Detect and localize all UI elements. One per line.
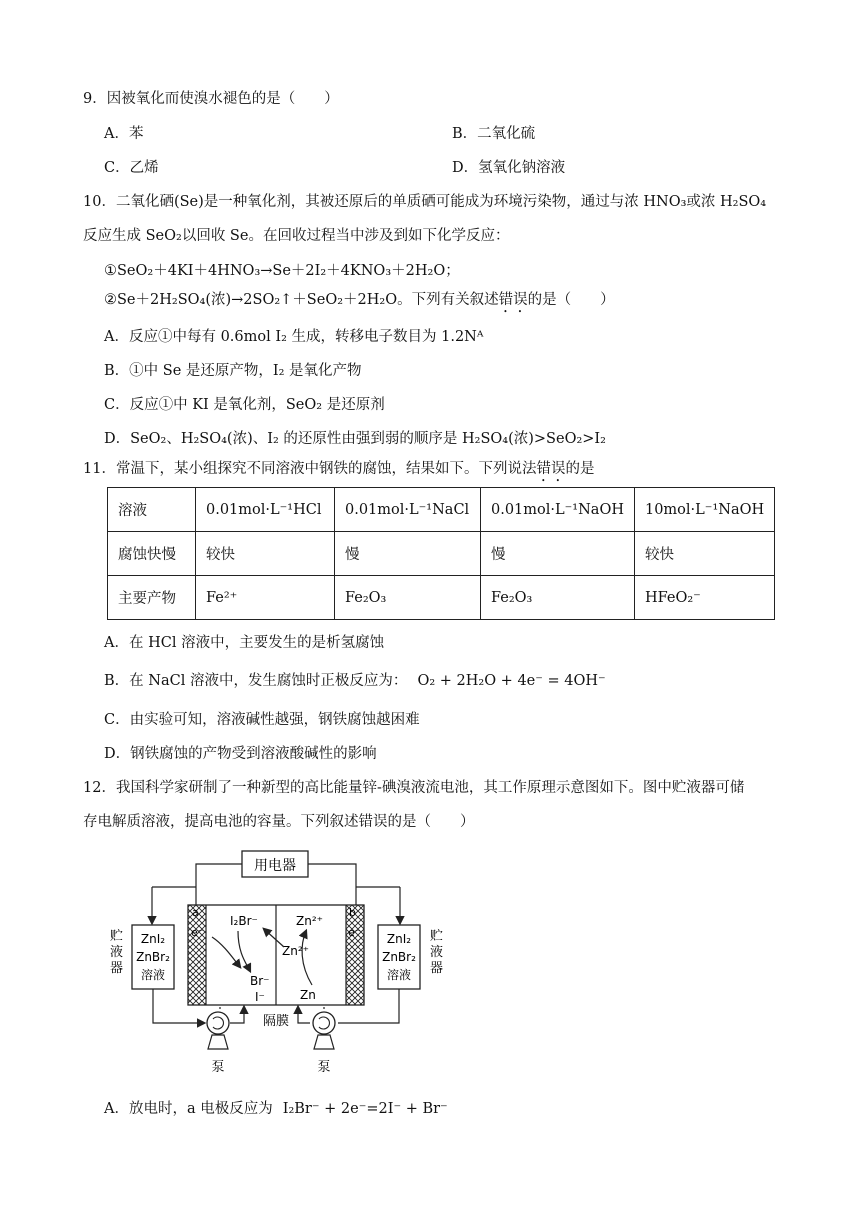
- electrode-b-label: b: [349, 906, 356, 919]
- q9-option-d: D．氢氧化钠溶液: [452, 160, 566, 176]
- q11-option-c: C．由实验可知，溶液碱性越强，钢铁腐蚀越困难: [104, 712, 420, 728]
- q11-option-a: A．在 HCl 溶液中，主要发生的是析氢腐蚀: [104, 635, 385, 651]
- q9-stem: 9．因被氧化而使溴水褪色的是（ ）: [83, 91, 339, 107]
- table-row: [108, 488, 775, 532]
- q10-option-d: D．SeO₂、H₂SO₄(浓)、I₂ 的还原性由强到弱的顺序是 H₂SO₄(浓)>SeO₂>I₂: [104, 431, 606, 447]
- right-pump-icon: [313, 1012, 335, 1034]
- q10-stem-line2: 反应生成 SeO₂以回收 Se。在回收过程当中涉及到如下化学反应：: [83, 228, 510, 244]
- zn2-top-label: Zn²⁺: [296, 914, 323, 928]
- right-tank-line3: 溶液: [386, 968, 412, 982]
- membrane-label: 隔膜: [262, 1014, 290, 1029]
- q11-option-b-equation: O₂ + 2H₂O + 4e⁻ = 4OH⁻: [417, 673, 606, 689]
- q11-option-d: D．钢铁腐蚀的产物受到溶液酸碱性的影响: [104, 746, 377, 762]
- zn-label: Zn: [300, 988, 316, 1002]
- electrode-a: [188, 905, 206, 1005]
- q9-option-c: C．乙烯: [104, 160, 159, 176]
- q10-eq2-pre: ②Se＋2H₂SO₄(浓)→2SO₂↑＋SeO₂＋2H₂O。下列有关叙述: [104, 292, 499, 308]
- right-tank-title: [430, 929, 443, 976]
- q10-option-c: C．反应①中 KI 是氧化剂，SeO₂ 是还原剂: [104, 397, 385, 413]
- left-pump-icon: [207, 1012, 229, 1034]
- i-label: I⁻: [255, 990, 265, 1004]
- q10-option-a: A．反应①中每有 0.6mol I₂ 生成，转移电子数目为 1.2Nᴬ: [104, 329, 484, 345]
- left-tank-line1: ZnI₂: [140, 932, 166, 946]
- right-tank-line2: ZnBr₂: [382, 950, 416, 964]
- left-tank-title-text: 贮液器: [110, 929, 124, 976]
- table-cell: 0.01mol·L⁻¹NaCl: [335, 488, 481, 532]
- q11-option-b-text: B．在 NaCl 溶液中，发生腐蚀时正极反应为：: [104, 673, 408, 689]
- left-tank-line2: ZnBr₂: [136, 950, 170, 964]
- q12-option-a-text: A．放电时，a 电极反应为: [104, 1101, 273, 1117]
- br-label: Br⁻: [250, 974, 270, 988]
- electron-left-label: e⁻: [191, 926, 204, 939]
- electrode-b: [346, 905, 364, 1005]
- q12-option-a-equation: I₂Br⁻ + 2e⁻=2I⁻ + Br⁻: [282, 1101, 448, 1117]
- i2br-label: I₂Br⁻: [230, 914, 258, 928]
- q11-stem-pre: 11．常温下，某小组探究不同溶液中钢铁的腐蚀，结果如下。下列说法: [83, 461, 537, 477]
- appliance-label: 用电器: [254, 858, 296, 874]
- left-tank-title: [110, 929, 123, 976]
- electron-right-label: e⁻: [348, 926, 361, 939]
- right-tank-line1: ZnI₂: [386, 932, 412, 946]
- electrode-a-label: a: [192, 906, 199, 919]
- flow-battery-diagram: [100, 845, 460, 1085]
- table-row: [108, 532, 775, 576]
- q10-option-b: B．①中 Se 是还原产物，I₂ 是氧化产物: [104, 363, 362, 379]
- left-tank-line3: 溶液: [140, 968, 166, 982]
- table-cell: Fe²⁺: [196, 576, 335, 620]
- q10-eq2-post: 的是（ ）: [527, 292, 615, 308]
- table-cell: 慢: [481, 532, 635, 576]
- table-cell: 0.01mol·L⁻¹NaOH: [481, 488, 635, 532]
- q12-stem-line2: 存电解质溶液，提高电池的容量。下列叙述错误的是（ ）: [83, 814, 475, 830]
- q12-stem-line1: 12．我国科学家研制了一种新型的高比能量锌-碘溴液流电池，其工作原理示意图如下。图中贮液器可储: [83, 780, 745, 796]
- q10-emphasis-wrong: 错误: [498, 292, 528, 308]
- q10-equation-2: [104, 290, 615, 316]
- q11-emphasis-wrong: 错误: [536, 461, 566, 477]
- table-cell: 溶液: [108, 488, 196, 532]
- right-tank-title-text: 贮液器: [430, 929, 444, 976]
- q11-stem-post: 的是: [565, 461, 595, 477]
- table-cell: 较快: [634, 532, 774, 576]
- left-pump-label: 泵: [211, 1060, 225, 1075]
- q12-option-a: [104, 1099, 448, 1119]
- zn2-mid-label: Zn²⁺: [282, 944, 309, 958]
- table-row: [108, 576, 775, 620]
- table-cell: Fe₂O₃: [335, 576, 481, 620]
- right-pump-label: 泵: [317, 1060, 331, 1075]
- q11-data-table: [107, 487, 775, 620]
- table-cell: 主要产物: [108, 576, 196, 620]
- table-cell: 较快: [196, 532, 335, 576]
- q10-equation-1: ①SeO₂＋4KI＋4HNO₃→Se＋2I₂＋4KNO₃＋2H₂O；: [104, 263, 460, 279]
- table-cell: 0.01mol·L⁻¹HCl: [196, 488, 335, 532]
- table-cell: 10mol·L⁻¹NaOH: [634, 488, 774, 532]
- table-cell: Fe₂O₃: [481, 576, 635, 620]
- q9-option-b: B．二氧化硫: [452, 126, 536, 142]
- q11-option-b: [104, 671, 606, 691]
- table-cell: 慢: [335, 532, 481, 576]
- q11-stem: [83, 459, 594, 485]
- table-cell: HFeO₂⁻: [634, 576, 774, 620]
- table-cell: 腐蚀快慢: [108, 532, 196, 576]
- q9-option-a: A．苯: [104, 126, 144, 142]
- q10-stem-line1: 10．二氧化硒(Se)是一种氧化剂，其被还原后的单质硒可能成为环境污染物，通过与浓 HNO₃或浓 H₂SO₄: [83, 194, 767, 210]
